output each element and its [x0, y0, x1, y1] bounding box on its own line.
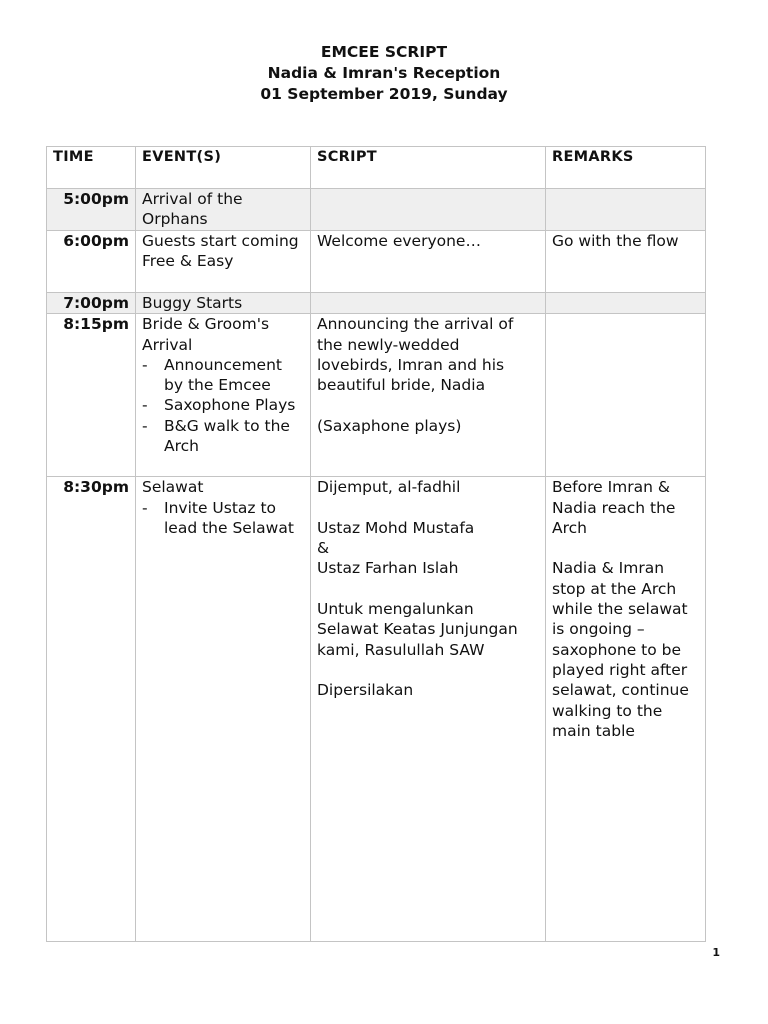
row-remarks: [546, 314, 706, 477]
list-item: - Saxophone Plays: [142, 396, 296, 415]
row-script: [311, 314, 546, 477]
row-time: 7:00pm: [47, 293, 136, 314]
list-item-text: B&G walk to the Arch: [164, 416, 290, 456]
script-paragraph: Dijemput, al-fadhil: [317, 478, 461, 497]
row-script: Welcome everyone…: [311, 231, 546, 293]
list-item-text: Invite Ustaz to lead the Selawat: [164, 498, 294, 537]
event-name: Nadia & Imran's Reception: [267, 64, 501, 82]
emcee-script-table: [46, 146, 706, 942]
script-paragraph: Untuk mengalunkan Selawat Keatas Junjungan kami, Rasulullah SAW: [317, 600, 518, 659]
row-remarks: Go with the flow: [546, 231, 706, 293]
table-row: [47, 189, 706, 231]
document-title: EMCEE SCRIPT: [320, 43, 448, 61]
row-time: 8:30pm: [47, 477, 136, 942]
list-item-text: Announcement by the Emcee: [164, 355, 282, 395]
row-script: [311, 477, 546, 942]
page-number: 1: [712, 946, 720, 959]
script-paragraph: Dipersilakan: [317, 681, 414, 700]
row-event: [136, 314, 311, 477]
remarks-paragraph: Before Imran & Nadia reach the Arch: [552, 478, 676, 537]
row-event: Guests start coming Free & Easy: [136, 231, 311, 293]
row-script: [311, 189, 546, 231]
script-paragraph: Ustaz Farhan Islah: [317, 559, 459, 578]
column-header-events: EVENT(S): [136, 147, 311, 189]
row-remarks: [546, 477, 706, 942]
column-header-remarks: REMARKS: [546, 147, 706, 189]
table-row: [47, 293, 706, 314]
list-item: - Invite Ustaz to lead the Selawat: [142, 498, 294, 537]
row-remarks: [546, 293, 706, 314]
row-event: Buggy Starts: [136, 293, 311, 314]
column-header-time: TIME: [47, 147, 136, 189]
row-script: [311, 293, 546, 314]
table-row: [47, 477, 706, 942]
row-time: 8:15pm: [47, 314, 136, 477]
event-subitems: [142, 355, 304, 456]
row-remarks: [546, 189, 706, 231]
list-item: - Announcement by the Emcee: [142, 355, 282, 395]
script-paragraph: Ustaz Mohd Mustafa: [317, 518, 475, 537]
script-paragraph: &: [317, 539, 330, 558]
row-time: 6:00pm: [47, 231, 136, 293]
script-paragraph: (Saxaphone plays): [317, 416, 462, 435]
remarks-paragraph: Nadia & Imran stop at the Arch while the selawat is ongoing – saxophone to be played right after selawat, continue walking to the main table: [552, 559, 689, 740]
list-item-text: Saxophone Plays: [164, 396, 296, 415]
event-subitems: [142, 498, 304, 539]
column-header-script: SCRIPT: [311, 147, 546, 189]
table-row: [47, 231, 706, 293]
script-paragraph: Announcing the arrival of the newly-wedded lovebirds, Imran and his beautiful bride, Nadia: [317, 315, 514, 395]
event-title: Selawat: [142, 478, 204, 497]
row-time: 5:00pm: [47, 189, 136, 231]
row-event: [136, 477, 311, 942]
document-title-block: [0, 42, 768, 105]
event-date: 01 September 2019, Sunday: [260, 85, 508, 103]
table-header-row: [47, 147, 706, 189]
table-row: [47, 314, 706, 477]
row-event: Arrival of the Orphans: [136, 189, 311, 231]
event-title: Bride & Groom's Arrival: [142, 315, 270, 354]
list-item: - B&G walk to the Arch: [142, 416, 290, 456]
